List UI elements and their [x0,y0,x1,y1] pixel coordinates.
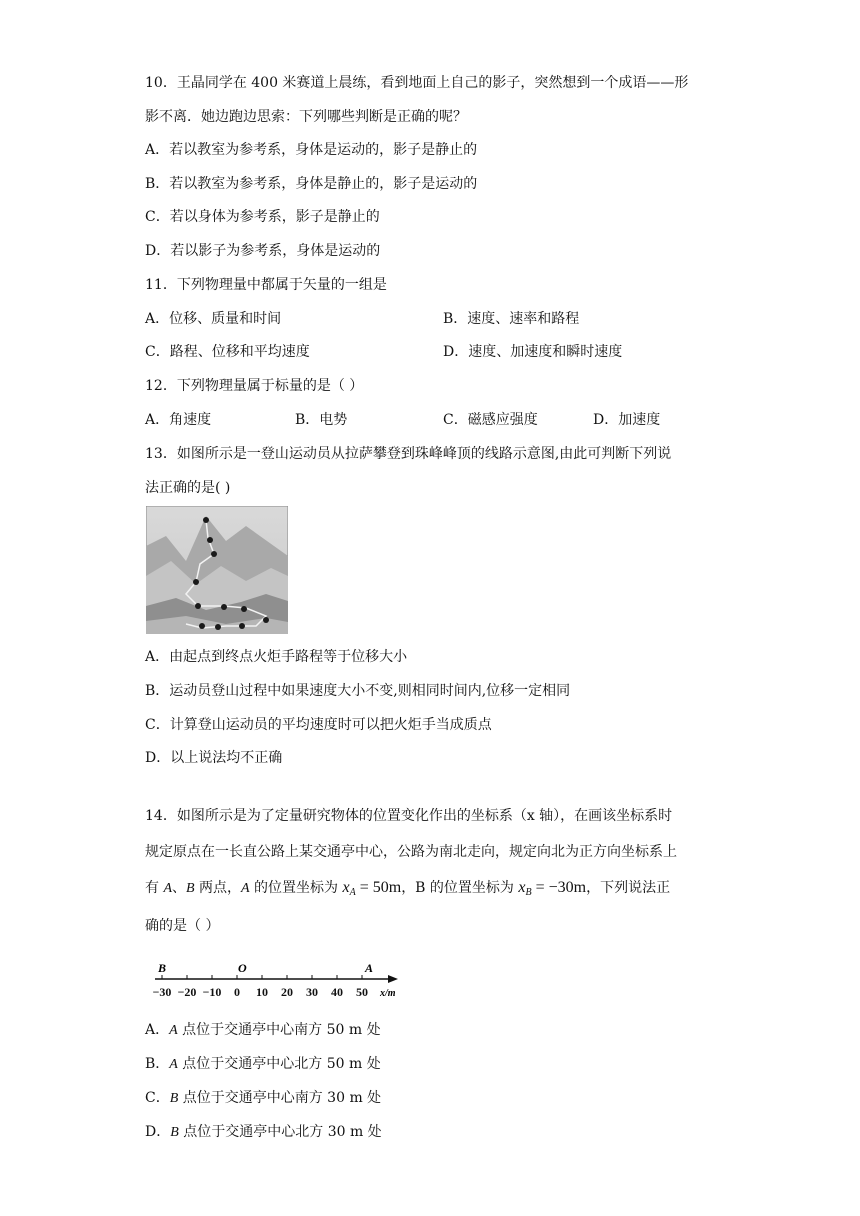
q12-option-b: B．电势 [295,412,348,428]
route-point [215,624,221,630]
route-point [221,604,227,610]
axis-tick-label: 40 [331,985,343,999]
route-point [239,623,245,629]
axis-tick-label: 20 [281,985,293,999]
q14-option-a: A．A 点位于交通亭中心南方 50 m 处 [145,1022,381,1038]
xa-equation: $x_A = 50m$ [342,879,402,898]
q13-option-b: B．运动员登山过程中如果速度大小不变,则相同时间内,位移一定相同 [145,683,571,699]
route-point [211,551,217,557]
q14-stem-line4: 确的是（ ） [145,918,220,934]
coordinate-axis-figure [150,955,410,1005]
q12-stem: 12．下列物理量属于标量的是（ ） [145,378,364,394]
q10-stem-line1: 10．王晶同学在 400 米赛道上晨练，看到地面上自己的影子，突然想到一个成语——形 [145,75,689,91]
axis-tick-label: 0 [234,985,240,999]
axis-unit-label: x/m [380,988,396,999]
q12-option-a: A．角速度 [145,412,212,428]
route-point [203,517,209,523]
route-point [207,537,213,543]
q10-option-c: C．若以身体为参考系，影子是静止的 [145,209,380,225]
q14-stem-line3: 有 A、B 两点，A 的位置坐标为 $x_A = 50m$，B 的位置坐标为 $x_B = -30m$，下列说法正 [145,879,671,898]
q10-option-d: D．若以影子为参考系，身体是运动的 [145,243,381,259]
q13-stem-line1: 13．如图所示是一登山运动员从拉萨攀登到珠峰峰顶的线路示意图,由此可判断下列说 [145,446,672,462]
axis-tick-label: 50 [356,985,368,999]
q14-option-b: B．A 点位于交通亭中心北方 50 m 处 [145,1056,381,1072]
q13-stem-line2: 法正确的是( ) [145,480,231,496]
route-point [193,579,199,585]
xb-equation: $x_B = -30m$ [518,879,587,898]
q11-option-d: D．速度、加速度和瞬时速度 [443,344,623,360]
axis-arrow [388,975,398,983]
q13-option-a: A．由起点到终点火炬手路程等于位移大小 [145,649,408,665]
q11-option-b: B．速度、速率和路程 [443,311,580,327]
q11-stem: 11．下列物理量中都属于矢量的一组是 [145,277,387,293]
q10-stem-line2: 影不离．她边跑边思索：下列哪些判断是正确的呢？ [145,109,467,125]
q14-option-c: C．B 点位于交通亭中心南方 30 m 处 [145,1090,382,1106]
axis-point-b-label: B [158,961,167,975]
axis-tick-label: 10 [256,985,268,999]
mountain-route-figure [146,506,288,634]
q12-option-c: C．磁感应强度 [443,412,538,428]
axis-tick-label: −10 [202,985,222,999]
q12-option-d: D．加速度 [593,412,661,428]
q11-option-a: A．位移、质量和时间 [145,311,282,327]
axis-tick-label: −20 [177,985,197,999]
route-point [195,603,201,609]
q10-option-b: B．若以教室为参考系，身体是静止的，影子是运动的 [145,176,478,192]
route-point [199,623,205,629]
axis-point-a-label: A [365,961,374,975]
q10-option-a: A．若以教室为参考系，身体是运动的，影子是静止的 [145,142,478,158]
q14-stem-line1: 14．如图所示是为了定量研究物体的位置变化作出的坐标系（x 轴），在画该坐标系时 [145,808,673,824]
q13-option-d: D．以上说法均不正确 [145,750,283,766]
axis-tick-label: −30 [152,985,172,999]
route-point [263,617,269,623]
q14-option-d: D．B 点位于交通亭中心北方 30 m 处 [145,1124,382,1140]
axis-tick-label: 30 [306,985,318,999]
axis-point-o-label: O [238,961,247,975]
q11-option-c: C．路程、位移和平均速度 [145,344,310,360]
q14-stem-line2: 规定原点在一长直公路上某交通亭中心，公路为南北走向，规定向北为正方向坐标系上 [145,844,677,860]
route-point [241,606,247,612]
q13-option-c: C．计算登山运动员的平均速度时可以把火炬手当成质点 [145,717,492,733]
